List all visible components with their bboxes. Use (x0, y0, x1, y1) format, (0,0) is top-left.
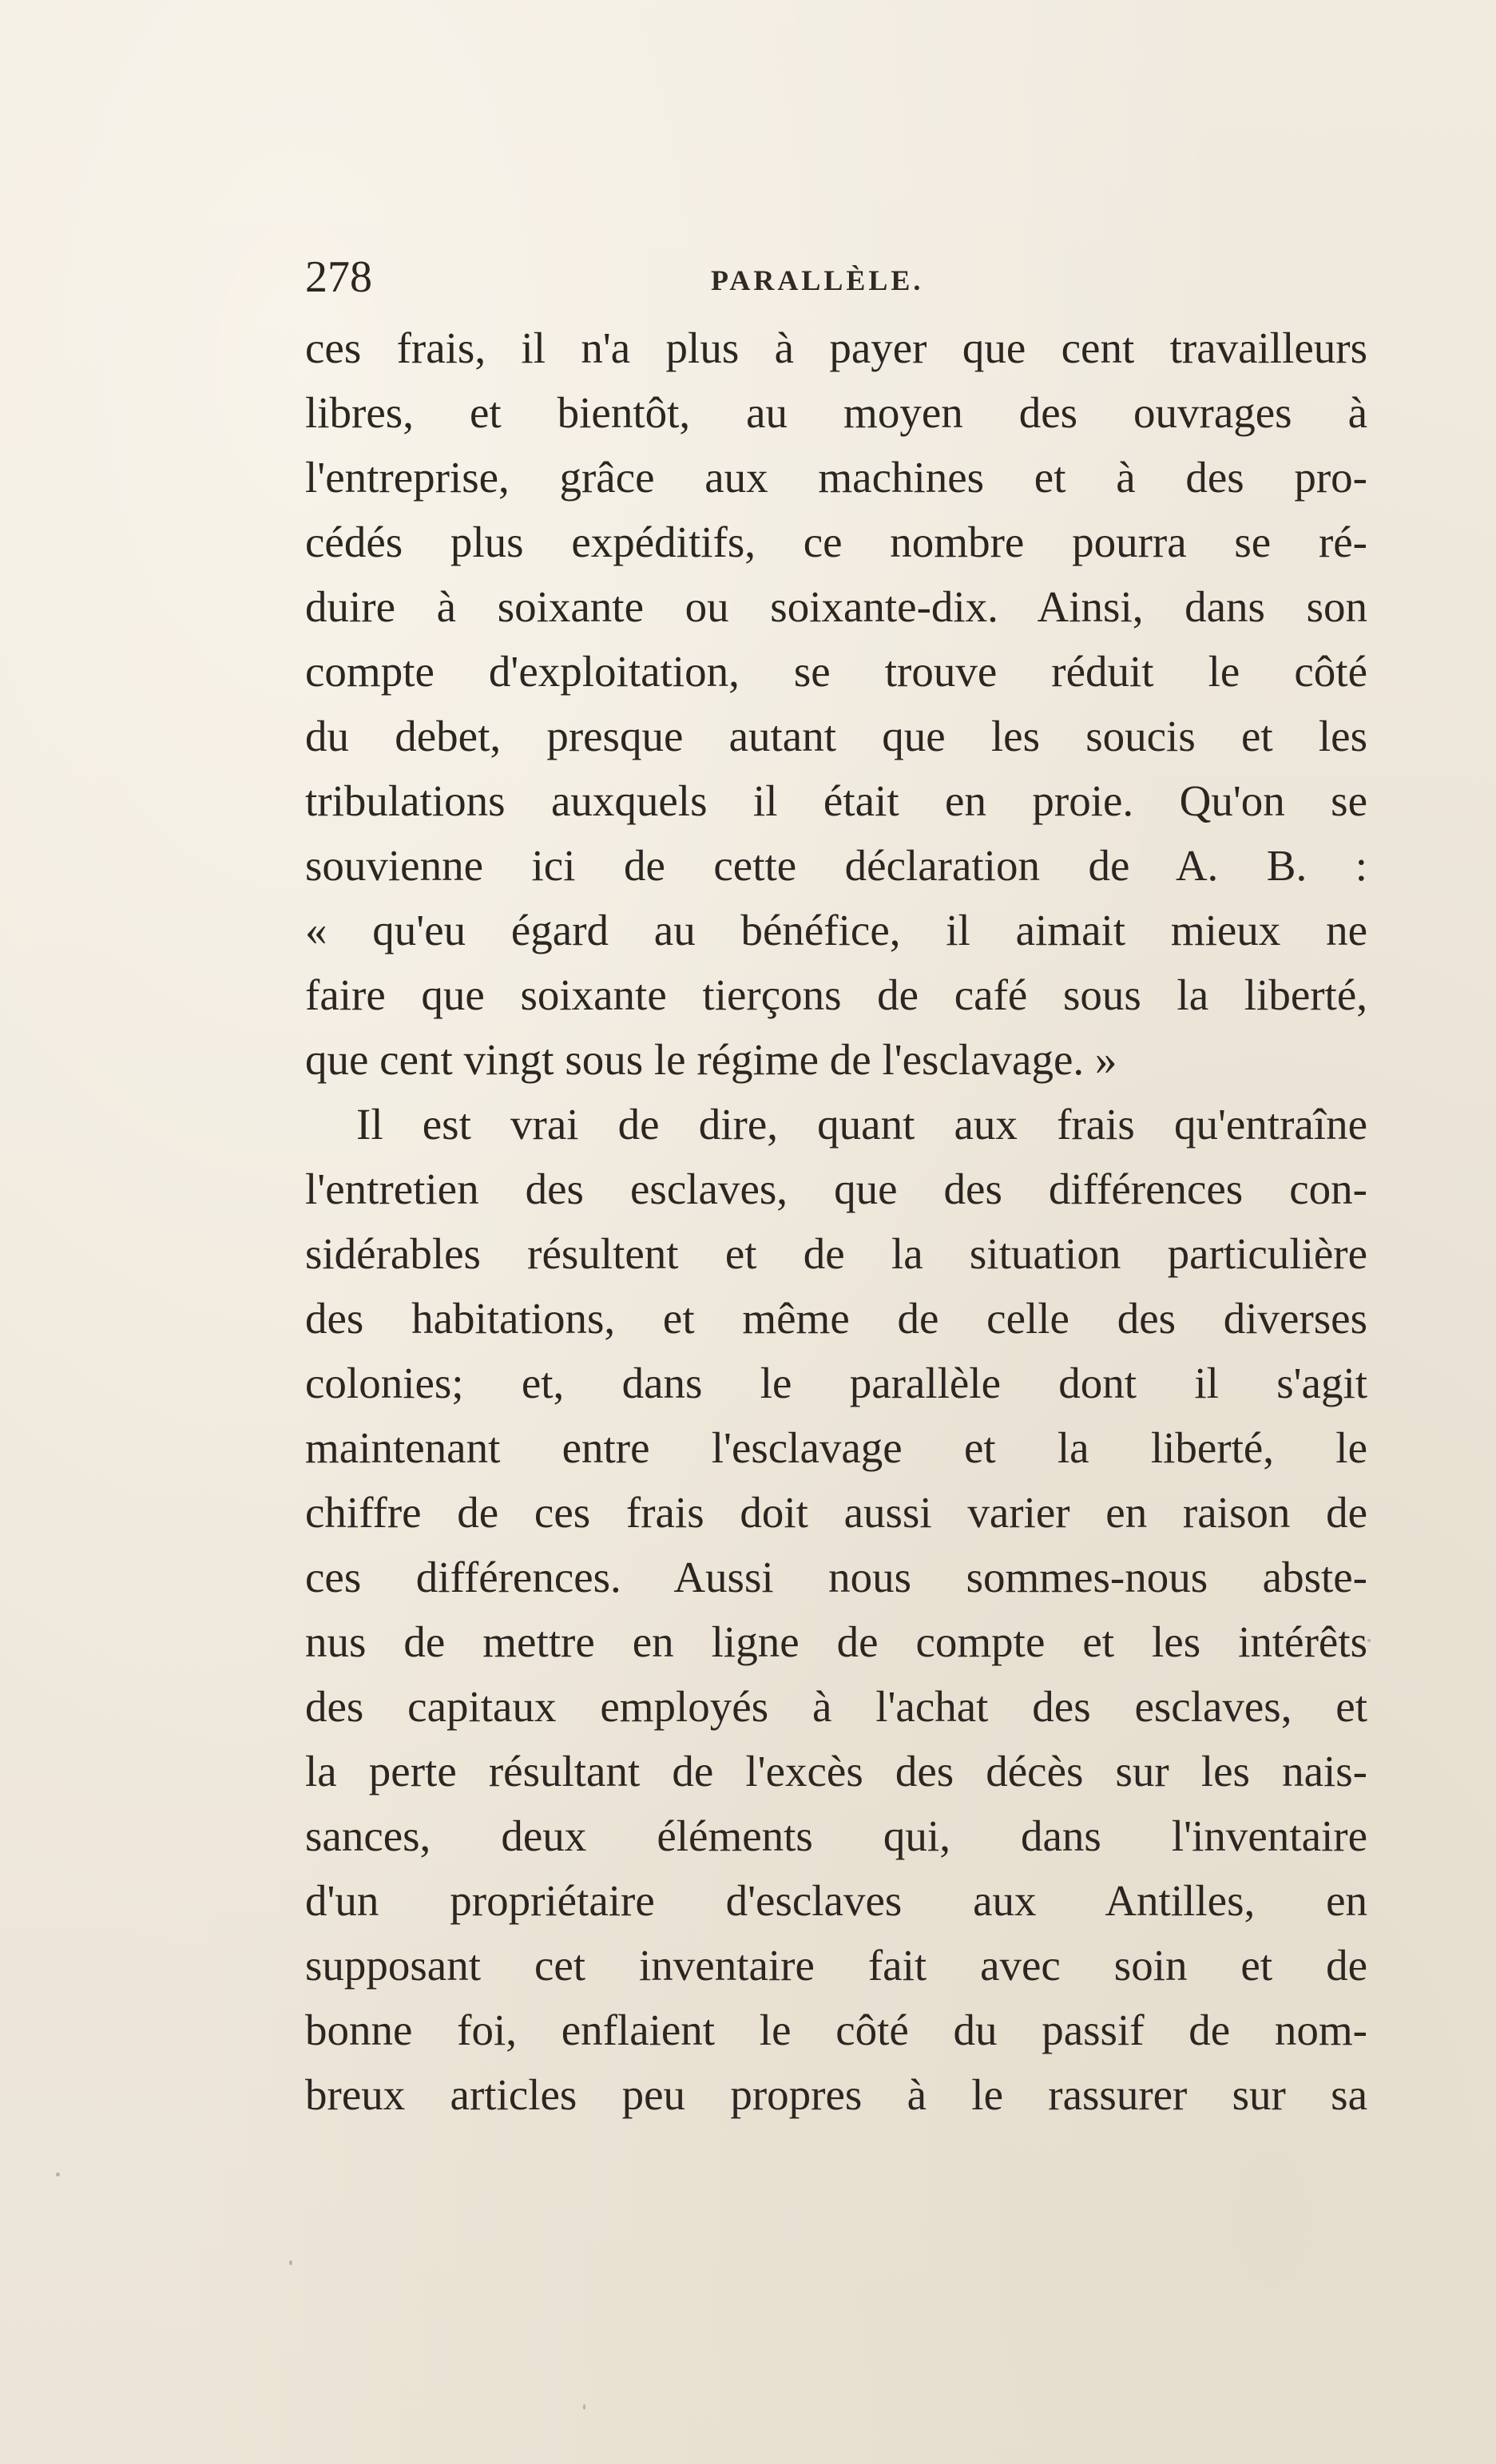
text-line: l'entreprise, grâce aux machines et à des pro- (305, 453, 1367, 502)
text-line: sidérables résultent et de la situation particulière (305, 1229, 1367, 1278)
paper-speck (56, 2172, 60, 2176)
text-line: supposant cet inventaire fait avec soin et de (305, 1941, 1367, 1990)
text-line: ces frais, il n'a plus à payer que cent travailleurs (305, 323, 1367, 372)
text-line: la perte résultant de l'excès des décès sur les nais- (305, 1747, 1367, 1795)
text-line: que cent vingt sous le régime de l'esclavage. » (305, 1035, 1117, 1084)
text-line: chiffre de ces frais doit aussi varier en raison de (305, 1488, 1367, 1537)
text-line: des habitations, et même de celle des diverses (305, 1294, 1367, 1343)
text-line: sances, deux éléments qui, dans l'inventaire (305, 1811, 1367, 1860)
running-title: PARALLÈLE. (711, 264, 924, 296)
text-line: « qu'eu égard au bénéfice, il aimait mieux ne (305, 906, 1367, 954)
text-line: breux articles peu propres à le rassurer sur sa (305, 2070, 1367, 2119)
text-line: maintenant entre l'esclavage et la liberté, le (305, 1423, 1367, 1472)
paragraph (305, 1092, 1367, 2127)
text-line: faire que soixante tierçons de café sous la liberté, (305, 970, 1367, 1019)
text-line: libres, et bientôt, au moyen des ouvrages à (305, 388, 1367, 437)
paper-speck (583, 2404, 585, 2410)
paper-speck (289, 2260, 292, 2265)
body-text (305, 315, 1367, 2127)
text-line: duire à soixante ou soixante-dix. Ainsi, dans son (305, 582, 1367, 631)
text-line: souvienne ici de cette déclaration de A. B. : (305, 841, 1367, 890)
text-line: colonies; et, dans le parallèle dont il s'agit (305, 1359, 1367, 1407)
text-line: nus de mettre en ligne de compte et les intérêts (305, 1617, 1367, 1666)
text-line: d'un propriétaire d'esclaves aux Antilles, en (305, 1876, 1367, 1925)
text-line: cédés plus expéditifs, ce nombre pourra se ré- (305, 518, 1367, 566)
page-number: 278 (305, 252, 372, 302)
text-line: bonne foi, enflaient le côté du passif de nom- (305, 2006, 1367, 2054)
running-head (305, 249, 1367, 305)
paper-speck (1367, 1639, 1371, 1642)
text-line: des capitaux employés à l'achat des esclaves, et (305, 1682, 1367, 1731)
text-line: compte d'exploitation, se trouve réduit le côté (305, 647, 1367, 696)
text-line: du debet, presque autant que les soucis et les (305, 712, 1367, 760)
text-line: Il est vrai de dire, quant aux frais qu'entraîne (356, 1100, 1367, 1149)
paragraph (305, 315, 1367, 1092)
text-line: l'entretien des esclaves, que des différences con- (305, 1165, 1367, 1213)
text-line: ces différences. Aussi nous sommes-nous abste- (305, 1553, 1367, 1601)
text-line: tribulations auxquels il était en proie. Qu'on se (305, 776, 1367, 825)
